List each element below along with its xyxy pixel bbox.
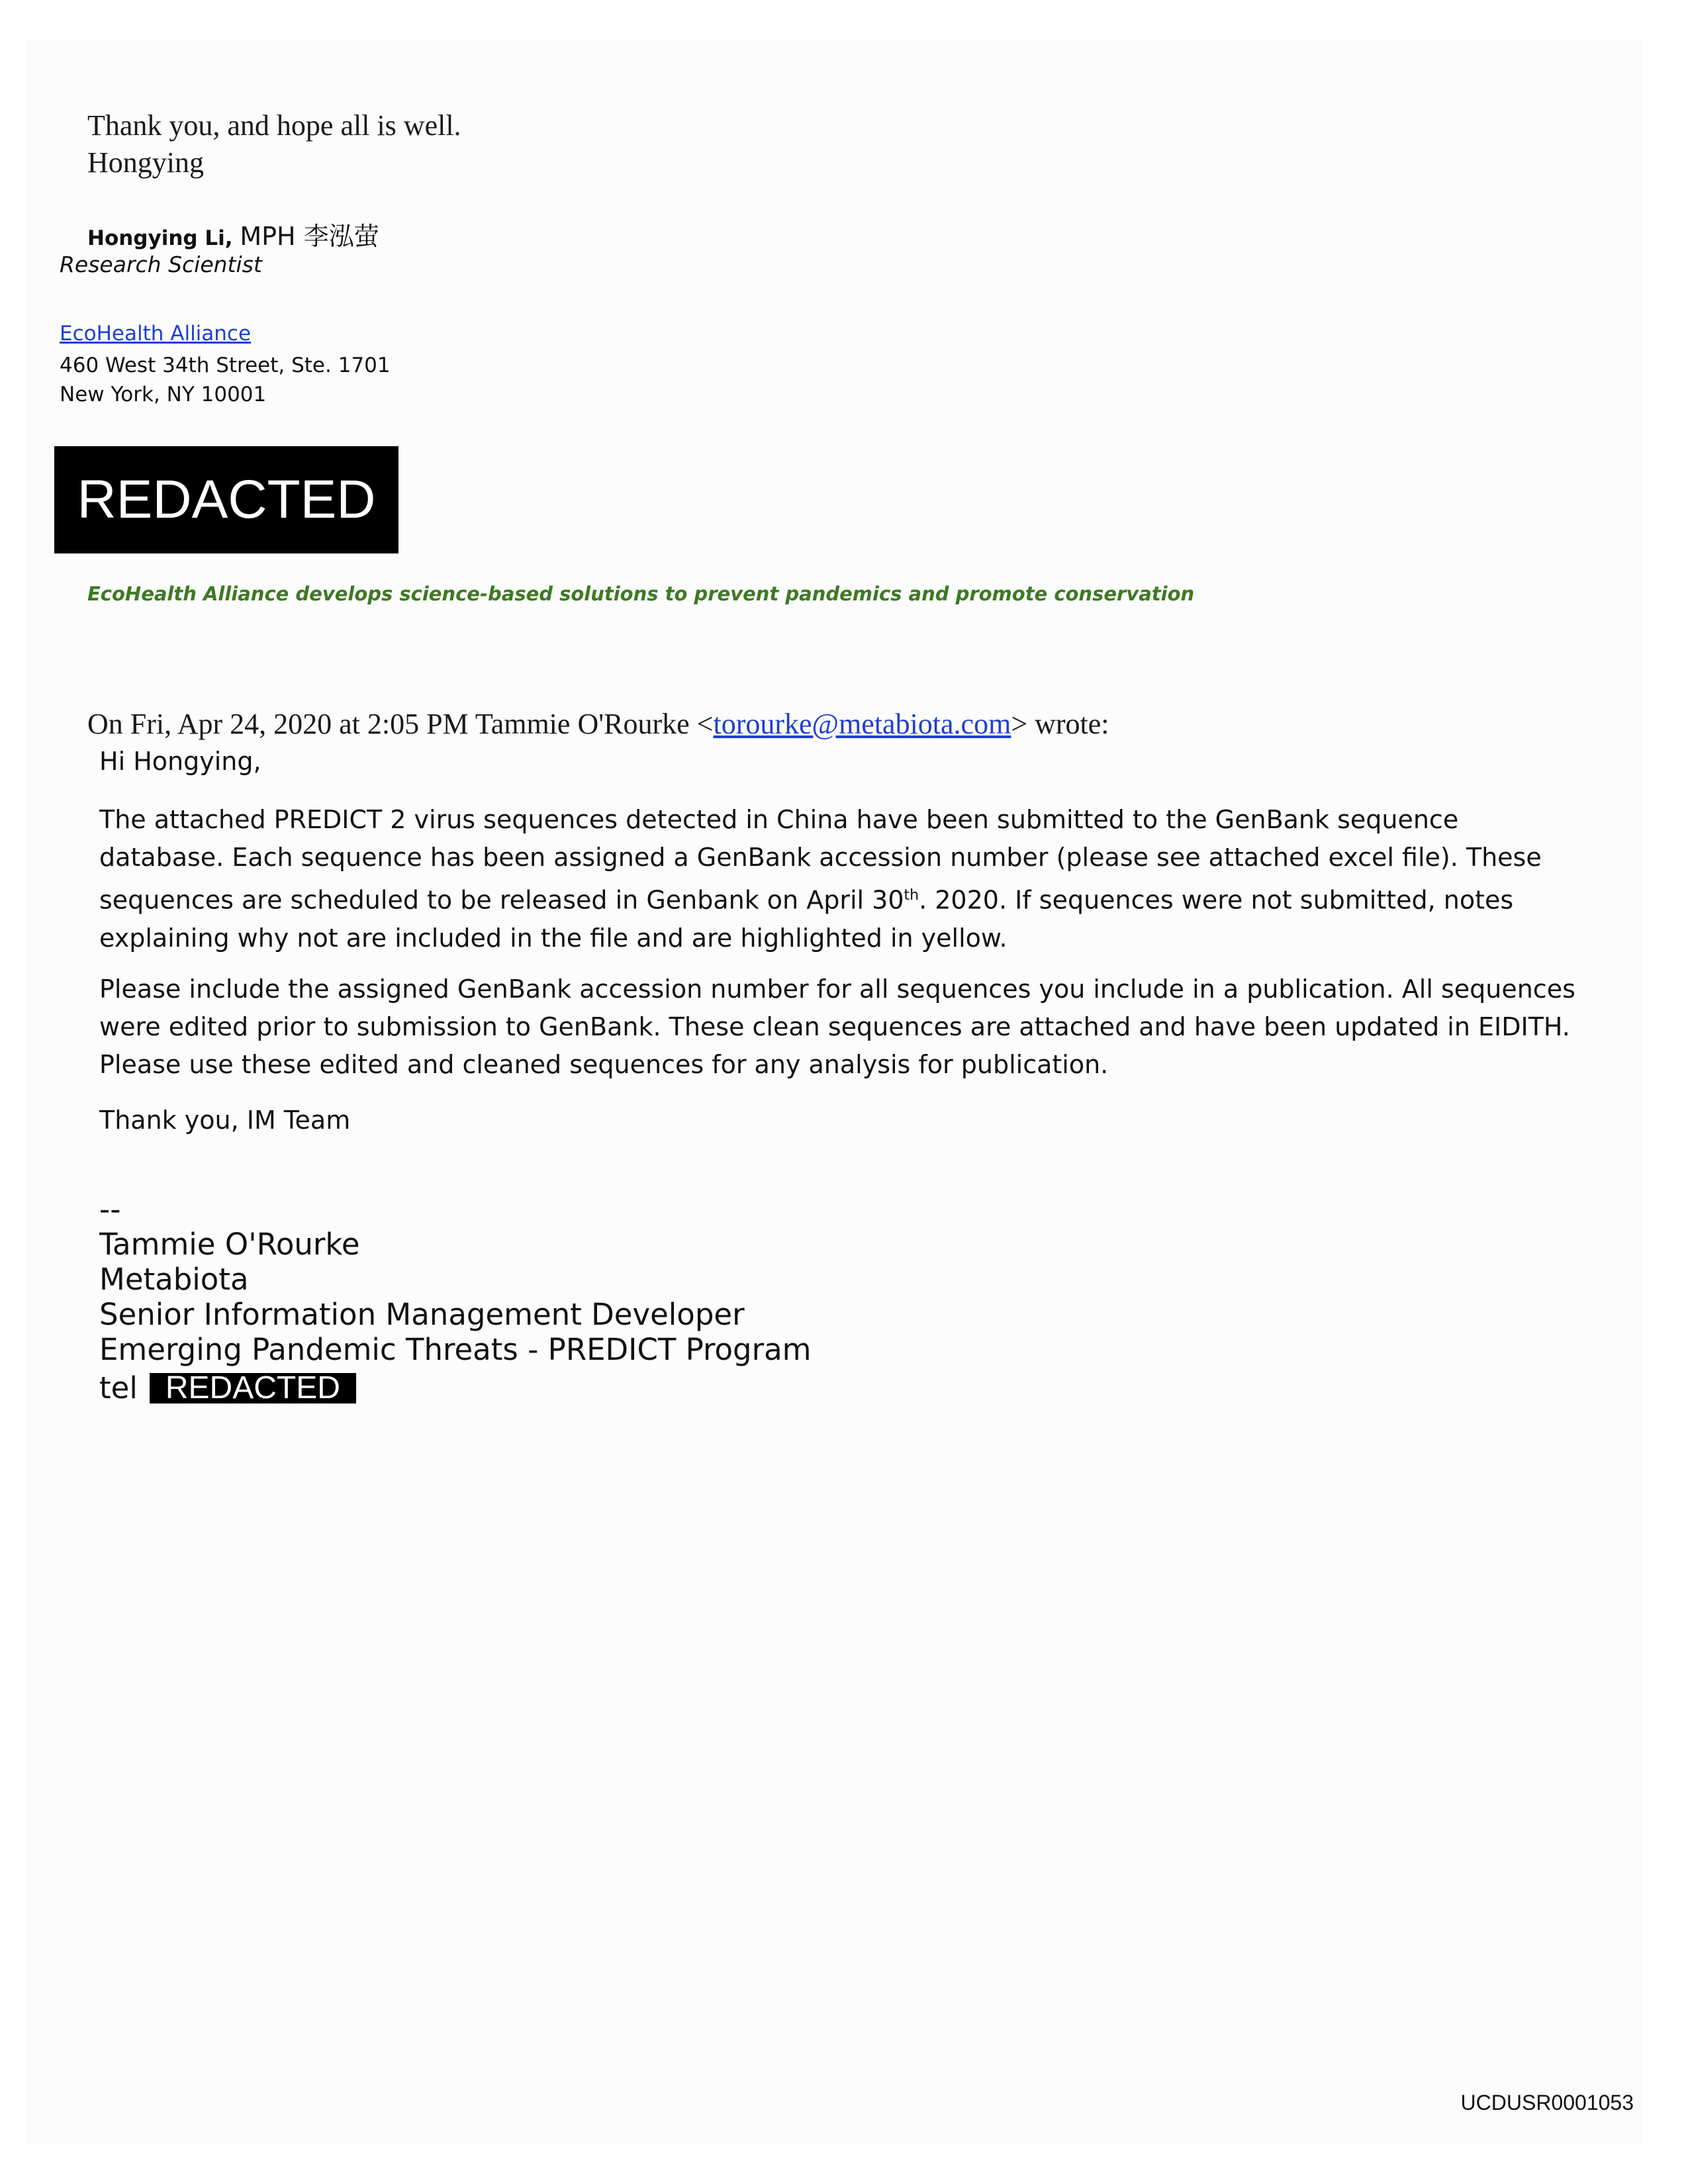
quote-header-suffix: > wrote: [1011, 708, 1109, 740]
closing-signoff: Hongying [87, 146, 204, 179]
org-link[interactable]: EcoHealth Alliance [60, 322, 252, 346]
bates-number: UCDUSR0001053 [1460, 2091, 1634, 2114]
signature-separator: -- [99, 1192, 121, 1227]
address-line-2: New York, NY 10001 [60, 383, 267, 406]
signature-credential: MPH 李泓萤 [240, 222, 379, 251]
quote-header-prefix: On Fri, Apr 24, 2020 at 2:05 PM Tammie O'Rourke < [87, 708, 714, 740]
sender-email-link[interactable]: torourke@metabiota.com [713, 708, 1011, 740]
body-paragraph-1 [99, 801, 1575, 957]
signature-name [87, 216, 379, 252]
sender-signature [99, 1192, 812, 1367]
signature-title: Research Scientist [60, 252, 262, 277]
redaction-box: REDACTED [54, 446, 399, 553]
closing-block [87, 107, 461, 181]
address-line-1: 460 West 34th Street, Ste. 1701 [60, 354, 391, 377]
sender-tel [99, 1370, 356, 1405]
quote-header [87, 707, 1109, 741]
paragraph-1-text-a: The attached PREDICT 2 virus sequences detected in China have been submitted to the GenBank sequence database. Each sequence has been assigned a GenBank accession number (please see attached excel file). These sequences are scheduled to be released in Genbank on April 30 [99, 805, 1542, 915]
quote-signoff: Thank you, IM Team [99, 1106, 351, 1135]
closing-line: Thank you, and hope all is well. [87, 109, 461, 142]
sender-program: Emerging Pandemic Threats - PREDICT Program [99, 1332, 812, 1367]
sender-name: Tammie O'Rourke [99, 1227, 360, 1262]
org-tagline: EcoHealth Alliance develops science-based solutions to prevent pandemics and promote conservation [87, 583, 1195, 605]
signature-name-text: Hongying Li, [87, 226, 233, 250]
signature-address [60, 351, 391, 409]
tel-label: tel [99, 1370, 138, 1405]
greeting: Hi Hongying, [99, 747, 261, 776]
tel-redaction: REDACTED [150, 1373, 356, 1403]
sender-title: Senior Information Management Developer [99, 1297, 745, 1332]
ordinal-suffix: th [904, 887, 919, 904]
paragraph-1-text-b: . 2020. If sequences were not submitted, notes explaining why not are included in the file and are highlighted in yellow. [99, 885, 1514, 953]
body-paragraph-2: Please include the assigned GenBank accession number for all sequences you include in a publication. All sequences were edited prior to submission to GenBank. These clean sequences are attached and have been updated in EIDITH. Please use these edited and cleaned sequences for any analysis for publication. [99, 974, 1575, 1079]
sender-company: Metabiota [99, 1262, 249, 1297]
